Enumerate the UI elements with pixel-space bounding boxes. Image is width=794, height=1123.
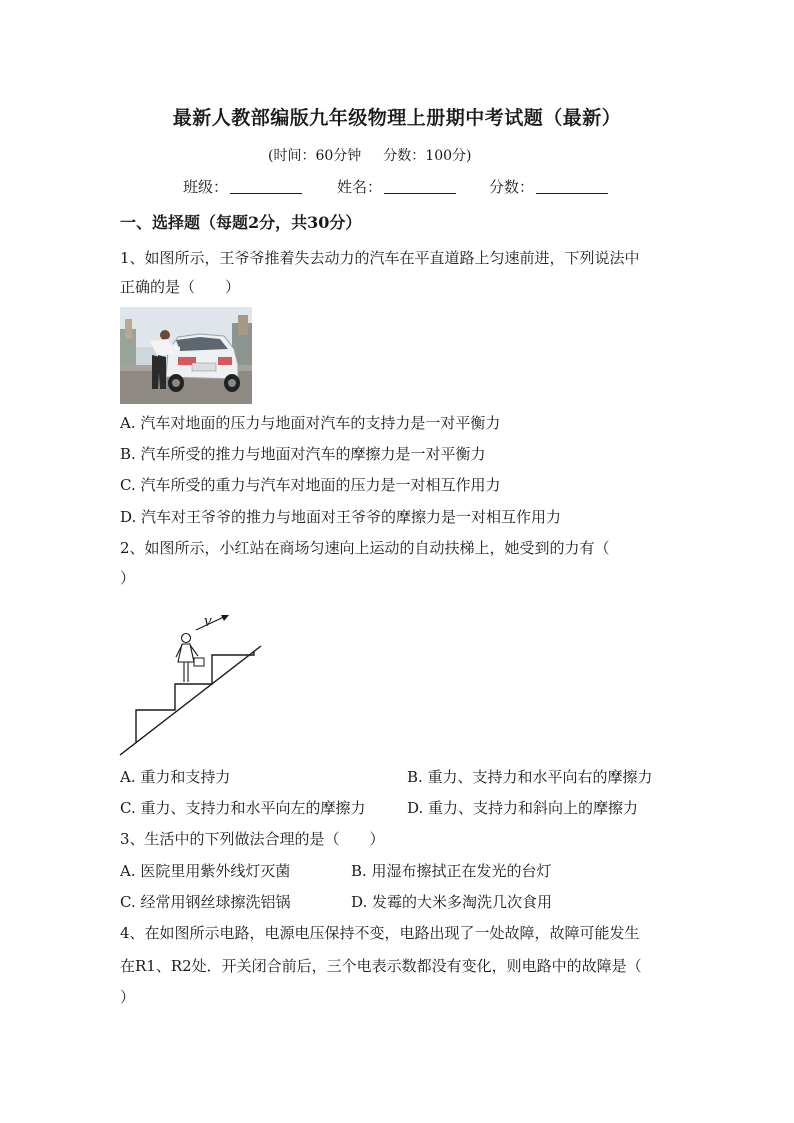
q4-stem-line2: 在R1、R2处．开关闭合前后，三个电表示数都没有变化，则电路中的故障是（ xyxy=(120,957,642,975)
score-info: 分数：100分) xyxy=(383,148,472,164)
score-label: 分数： xyxy=(489,178,535,196)
q1-option-d: D. 汽车对王爷爷的推力与地面对王爷爷的摩擦力是一对相互作用力 xyxy=(120,508,562,526)
q2-stem-line2: ） xyxy=(120,569,136,587)
section-heading: 一、选择题（每题2分，共30分） xyxy=(120,213,362,232)
exam-meta xyxy=(268,145,471,165)
class-field xyxy=(183,176,302,197)
name-blank xyxy=(384,179,456,194)
velocity-label: v xyxy=(204,612,212,630)
name-field xyxy=(337,176,456,197)
q2-stem-line1: 2、如图所示，小红站在商场匀速向上运动的自动扶梯上，她受到的力有（ xyxy=(120,539,610,557)
q2-option-c: C. 重力、支持力和水平向左的摩擦力 xyxy=(120,799,366,817)
q3-option-b: B. 用湿布擦拭正在发光的台灯 xyxy=(351,862,552,880)
q3-option-a: A. 医院里用紫外线灯灭菌 xyxy=(120,862,291,880)
q4-stem-line1: 4、在如图所示电路，电源电压保持不变，电路出现了一处故障，故障可能发生 xyxy=(120,924,640,942)
q2-option-d: D. 重力、支持力和斜向上的摩擦力 xyxy=(407,799,639,817)
q4-stem-line3: ） xyxy=(120,988,136,1006)
page-title: 最新人教部编版九年级物理上册期中考试题（最新） xyxy=(172,107,622,129)
q3-stem: 3、生活中的下列做法合理的是（ ） xyxy=(120,830,385,848)
q1-stem-line2: 正确的是（ ） xyxy=(120,278,241,296)
q2-option-a: A. 重力和支持力 xyxy=(120,768,231,786)
q1-option-b: B. 汽车所受的推力与地面对汽车的摩擦力是一对平衡力 xyxy=(120,445,486,463)
name-label: 姓名： xyxy=(337,178,383,196)
q3-option-d: D. 发霉的大米多淘洗几次食用 xyxy=(351,893,553,911)
q2-option-b: B. 重力、支持力和水平向右的摩擦力 xyxy=(407,768,653,786)
car-pushing-photo xyxy=(120,307,252,404)
score-blank xyxy=(536,179,608,194)
q1-option-c: C. 汽车所受的重力与汽车对地面的压力是一对相互作用力 xyxy=(120,476,501,494)
time-info: (时间：60分钟 xyxy=(268,148,362,164)
q3-option-c: C. 经常用钢丝球擦洗铝锅 xyxy=(120,893,291,911)
q1-stem-line1: 1、如图所示，王爷爷推着失去动力的汽车在平直道路上匀速前进，下列说法中 xyxy=(120,249,640,267)
score-field xyxy=(489,176,608,197)
q1-option-a: A. 汽车对地面的压力与地面对汽车的支持力是一对平衡力 xyxy=(120,414,501,432)
class-label: 班级： xyxy=(183,178,229,196)
escalator-diagram xyxy=(118,612,264,758)
class-blank xyxy=(230,179,302,194)
